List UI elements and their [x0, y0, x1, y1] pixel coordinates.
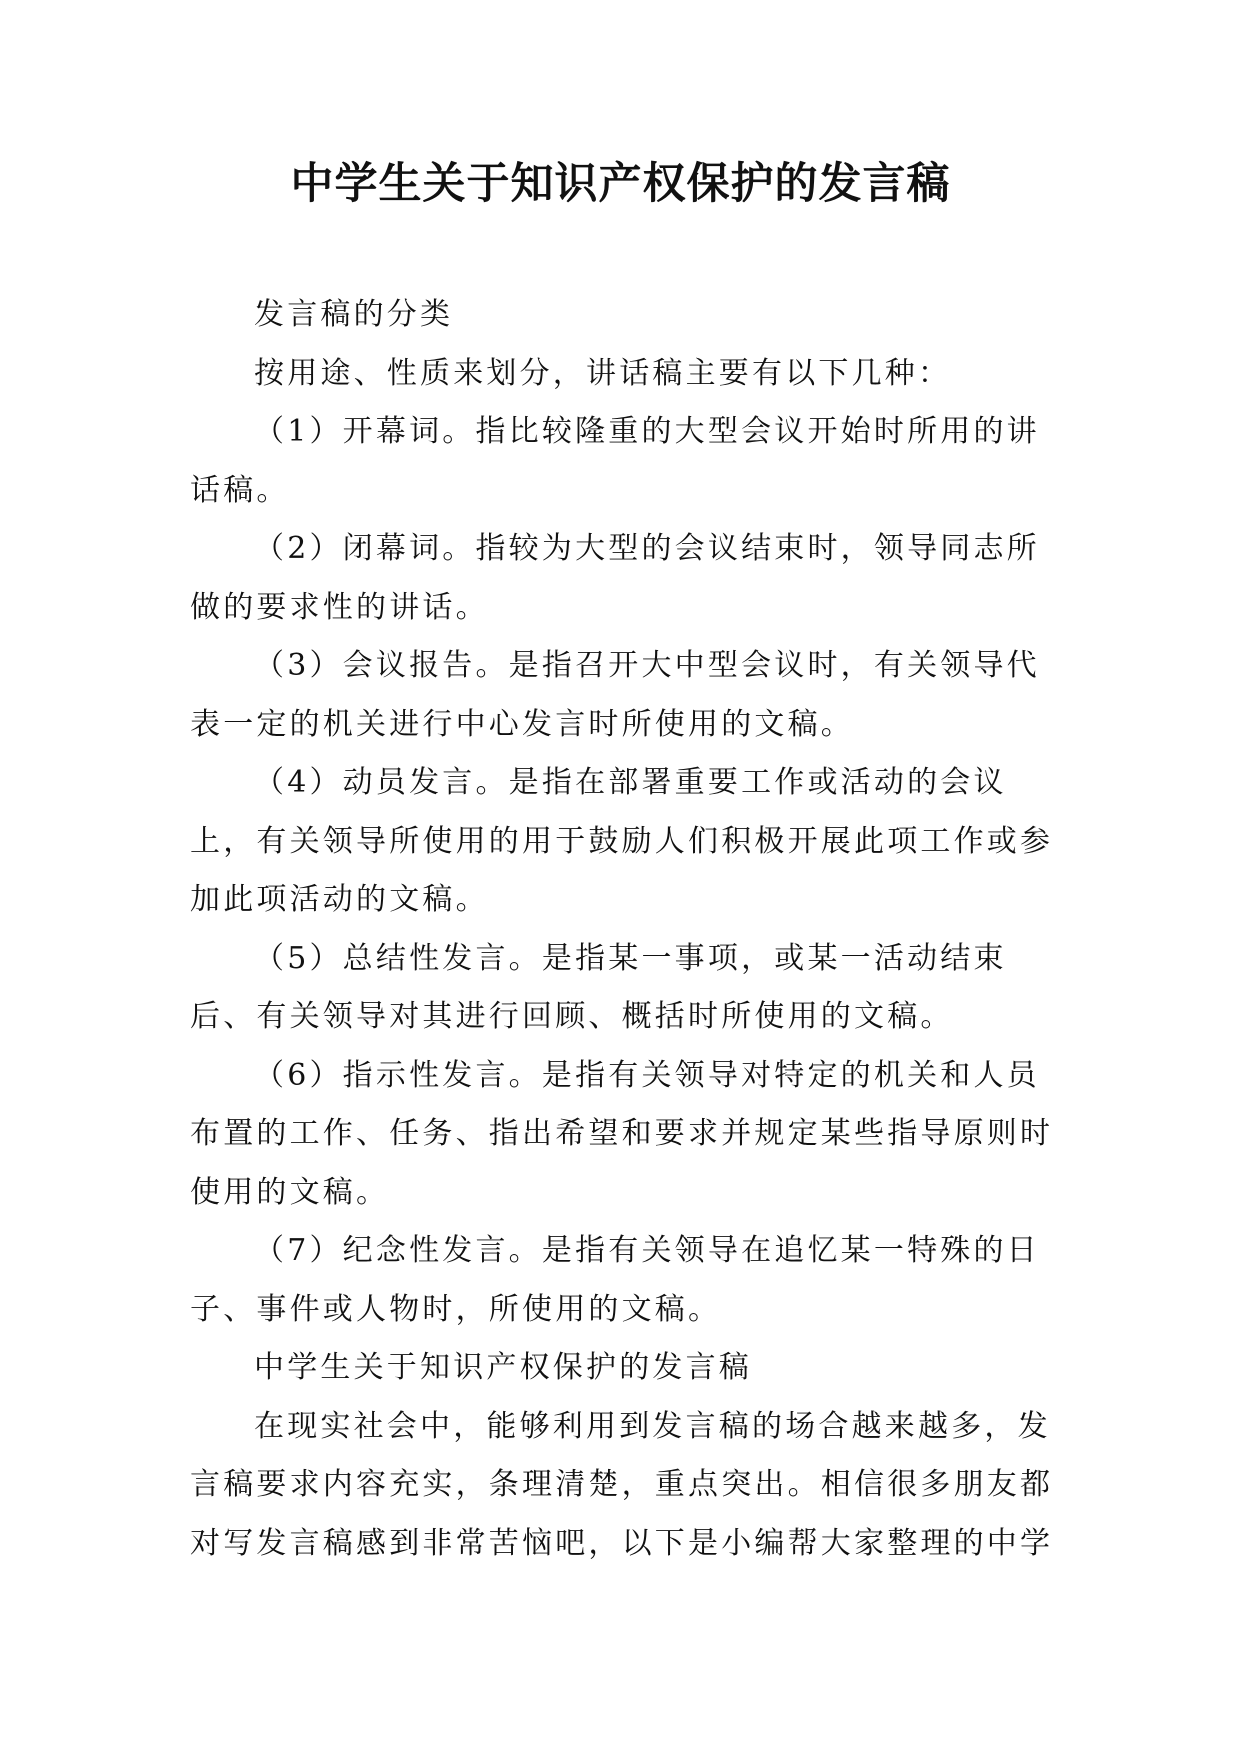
paragraph-item-5: （5）总结性发言。是指某一事项，或某一活动结束后、有关领导对其进行回顾、概括时所使用的文稿。: [190, 940, 1007, 1034]
document-body: [190, 286, 1060, 1573]
paragraph-item-7: （7）纪念性发言。是指有关领导在追忆某一特殊的日子、事件或人物时，所使用的文稿。: [190, 1233, 1040, 1327]
paragraph-classification-heading: 发言稿的分类: [254, 297, 454, 332]
paragraph-intro: 按用途、性质来划分，讲话稿主要有以下几种：: [254, 355, 952, 391]
paragraph-section-heading: 中学生关于知识产权保护的发言稿: [254, 1350, 752, 1385]
paragraph-item-1: （1）开幕词。指比较隆重的大型会议开始时所用的讲话稿。: [190, 414, 1040, 508]
paragraph-item-6: （6）指示性发言。是指有关领导对特定的机关和人员布置的工作、任务、指出希望和要求并规定某些指导原则时使用的文稿。: [190, 1057, 1054, 1210]
paragraph-section-body: 在现实社会中，能够利用到发言稿的场合越来越多，发言稿要求内容充实，条理清楚，重点突出。相信很多朋友都对写发言稿感到非常苦恼吧，以下是小编帮大家整理的中学: [190, 1408, 1054, 1561]
paragraph-item-2: （2）闭幕词。指较为大型的会议结束时，领导同志所做的要求性的讲话。: [190, 531, 1040, 625]
document-title: 中学生关于知识产权保护的发言稿: [290, 159, 951, 209]
paragraph-item-4: （4）动员发言。是指在部署重要工作或活动的会议上，有关领导所使用的用于鼓励人们积极开展此项工作或参加此项活动的文稿。: [190, 765, 1054, 917]
paragraph-item-3: （3）会议报告。是指召开大中型会议时，有关领导代表一定的机关进行中心发言时所使用的文稿。: [190, 648, 1040, 742]
